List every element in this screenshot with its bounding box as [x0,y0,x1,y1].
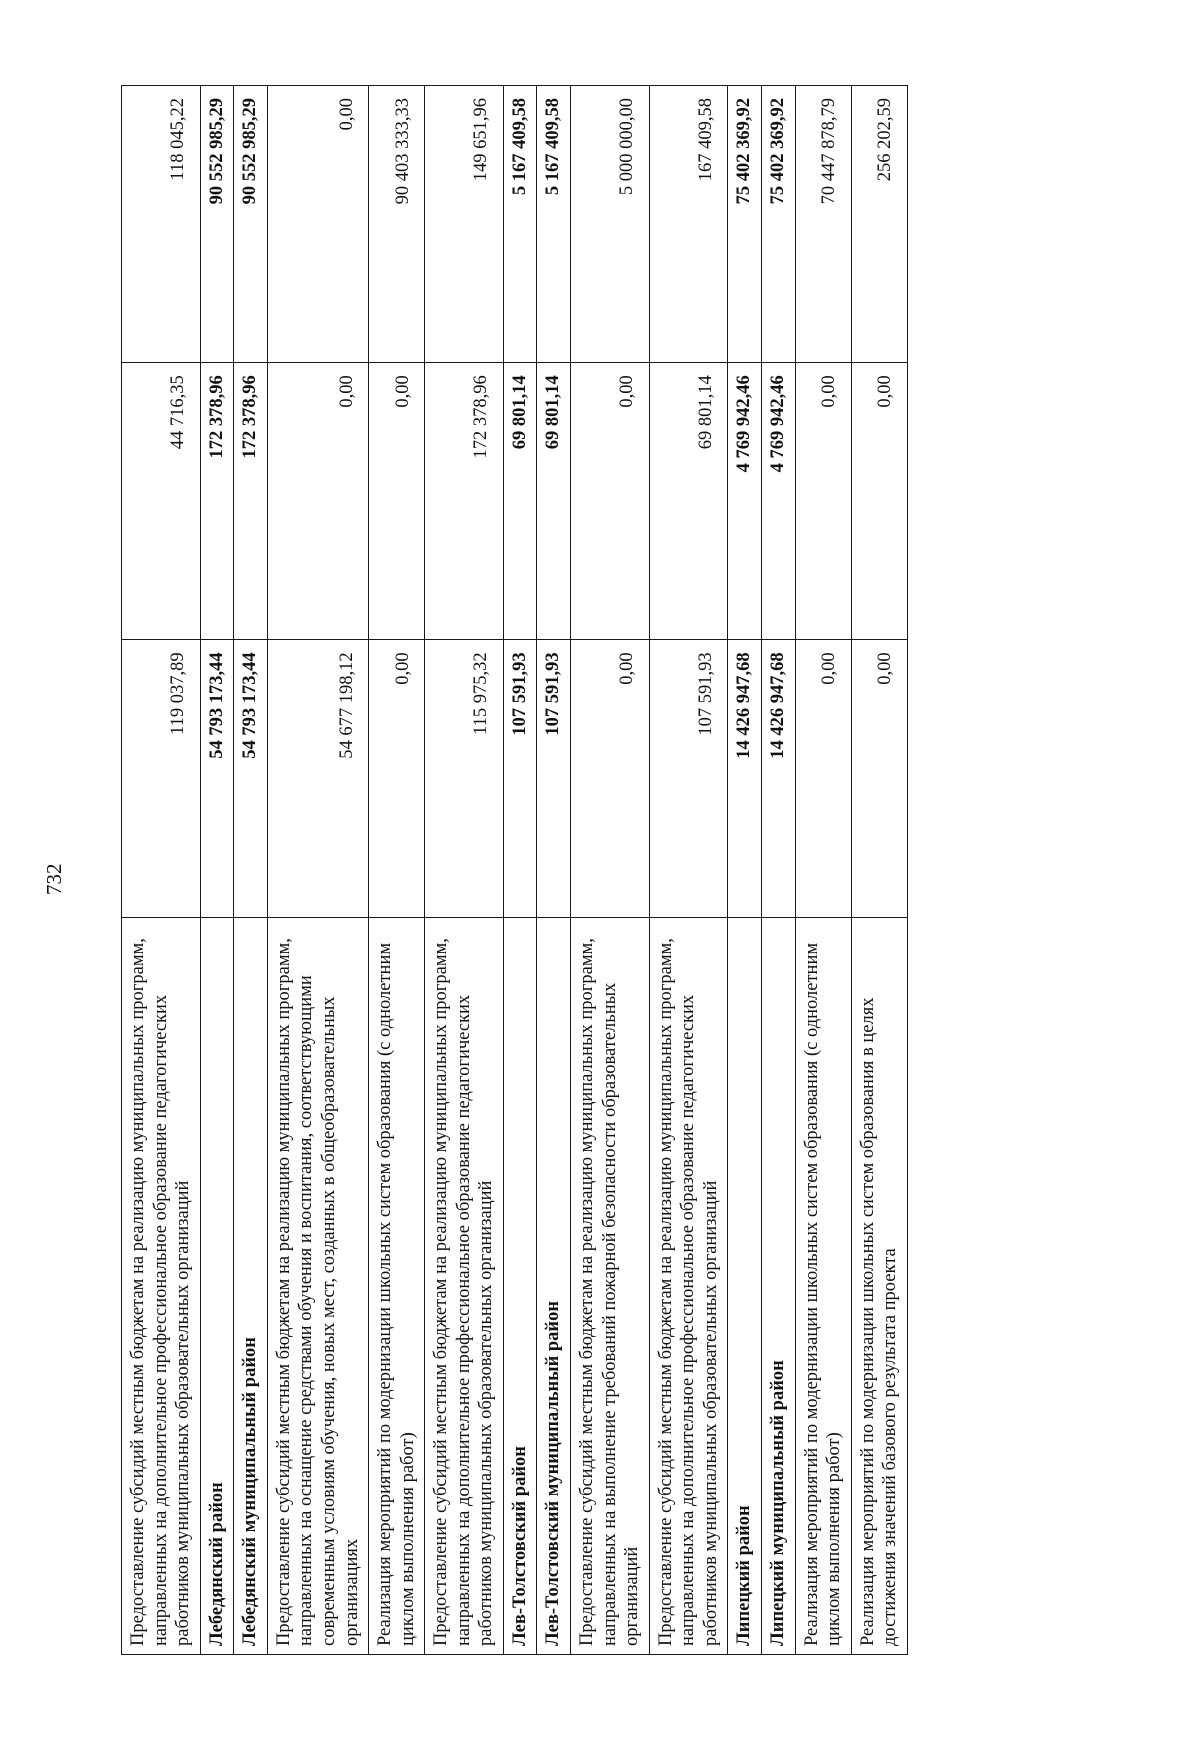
value-cell-3: 167 409,58 [649,86,728,363]
value-cell-2: 172 378,96 [425,363,504,640]
rotated-table-wrapper [121,85,908,1655]
value-cell-1: 0,00 [795,640,851,917]
page-number-text: 732 [42,863,66,895]
value-cell-3: 256 202,59 [851,86,907,363]
value-cell-2: 69 801,14 [503,363,537,640]
value-cell-1: 107 591,93 [503,640,537,917]
value-cell-2: 172 378,96 [200,363,234,640]
value-cell-1: 0,00 [851,640,907,917]
value-cell-1: 54 793 173,44 [234,640,268,917]
page-number [0,60,90,1757]
value-cell-2: 0,00 [571,363,650,640]
desc-cell: Липецкий муниципальный район [761,917,795,1654]
desc-cell: Липецкий район [728,917,762,1654]
table-row [425,86,504,1655]
desc-cell: Предоставление субсидий местным бюджетам на реализацию муниципальных программ, направленных на оснащение средствами обучения и воспитания, соответствующими современным условиям обучения, новых мест, созданных в общеобразовательных организациях [267,917,368,1654]
value-cell-1: 115 975,32 [425,640,504,917]
value-cell-2: 172 378,96 [234,363,268,640]
desc-cell: Реализация мероприятий по модернизации школьных систем образования в целях достижения значений базового результата проекта [851,917,907,1654]
table-body [122,86,908,1655]
value-cell-2: 4 769 942,46 [761,363,795,640]
desc-cell: Реализация мероприятий по модернизации школьных систем образования (с однолетним циклом выполнения работ) [795,917,851,1654]
value-cell-2: 0,00 [267,363,368,640]
value-cell-3: 90 403 333,33 [369,86,425,363]
value-cell-3: 0,00 [267,86,368,363]
value-cell-2: 0,00 [795,363,851,640]
desc-cell: Реализация мероприятий по модернизации школьных систем образования (с однолетним циклом выполнения работ) [369,917,425,1654]
desc-cell: Лев-Толстовский муниципальный район [537,917,571,1654]
value-cell-2: 0,00 [851,363,907,640]
value-cell-1: 107 591,93 [537,640,571,917]
desc-cell: Предоставление субсидий местным бюджетам на реализацию муниципальных программ, направленных на дополнительное профессиональное образование педагогических работников муниципальных образовательных организаций [122,917,201,1654]
table-row [267,86,368,1655]
table-row [649,86,728,1655]
value-cell-1: 107 591,93 [649,640,728,917]
table-row [795,86,851,1655]
value-cell-3: 90 552 985,29 [200,86,234,363]
value-cell-2: 4 769 942,46 [728,363,762,640]
desc-cell: Лев-Толстовский район [503,917,537,1654]
desc-cell: Предоставление субсидий местным бюджетам на реализацию муниципальных программ, направленных на дополнительное профессиональное образование педагогических работников муниципальных образовательных организаций [425,917,504,1654]
budget-table [121,85,908,1655]
value-cell-1: 54 677 198,12 [267,640,368,917]
value-cell-2: 69 801,14 [537,363,571,640]
value-cell-2: 69 801,14 [649,363,728,640]
table-row [571,86,650,1655]
table-row [851,86,907,1655]
value-cell-3: 75 402 369,92 [728,86,762,363]
value-cell-3: 5 167 409,58 [537,86,571,363]
desc-cell: Лебедянский район [200,917,234,1654]
value-cell-3: 118 045,22 [122,86,201,363]
table-row [200,86,234,1655]
value-cell-1: 14 426 947,68 [728,640,762,917]
value-cell-1: 14 426 947,68 [761,640,795,917]
table-row [761,86,795,1655]
value-cell-2: 0,00 [369,363,425,640]
value-cell-3: 5 167 409,58 [503,86,537,363]
desc-cell: Предоставление субсидий местным бюджетам на реализацию муниципальных программ, направленных на выполнение требований пожарной безопасности образовательных организаций [571,917,650,1654]
value-cell-1: 119 037,89 [122,640,201,917]
desc-cell: Лебедянский муниципальный район [234,917,268,1654]
value-cell-3: 70 447 878,79 [795,86,851,363]
value-cell-1: 54 793 173,44 [200,640,234,917]
value-cell-2: 44 716,35 [122,363,201,640]
value-cell-3: 75 402 369,92 [761,86,795,363]
value-cell-3: 149 651,96 [425,86,504,363]
table-row [122,86,201,1655]
value-cell-1: 0,00 [571,640,650,917]
table-row [537,86,571,1655]
value-cell-3: 5 000 000,00 [571,86,650,363]
table-row [369,86,425,1655]
value-cell-3: 90 552 985,29 [234,86,268,363]
table-row [503,86,537,1655]
table-row [728,86,762,1655]
value-cell-1: 0,00 [369,640,425,917]
table-row [234,86,268,1655]
desc-cell: Предоставление субсидий местным бюджетам на реализацию муниципальных программ, направленных на дополнительное профессиональное образование педагогических работников муниципальных образовательных организаций [649,917,728,1654]
